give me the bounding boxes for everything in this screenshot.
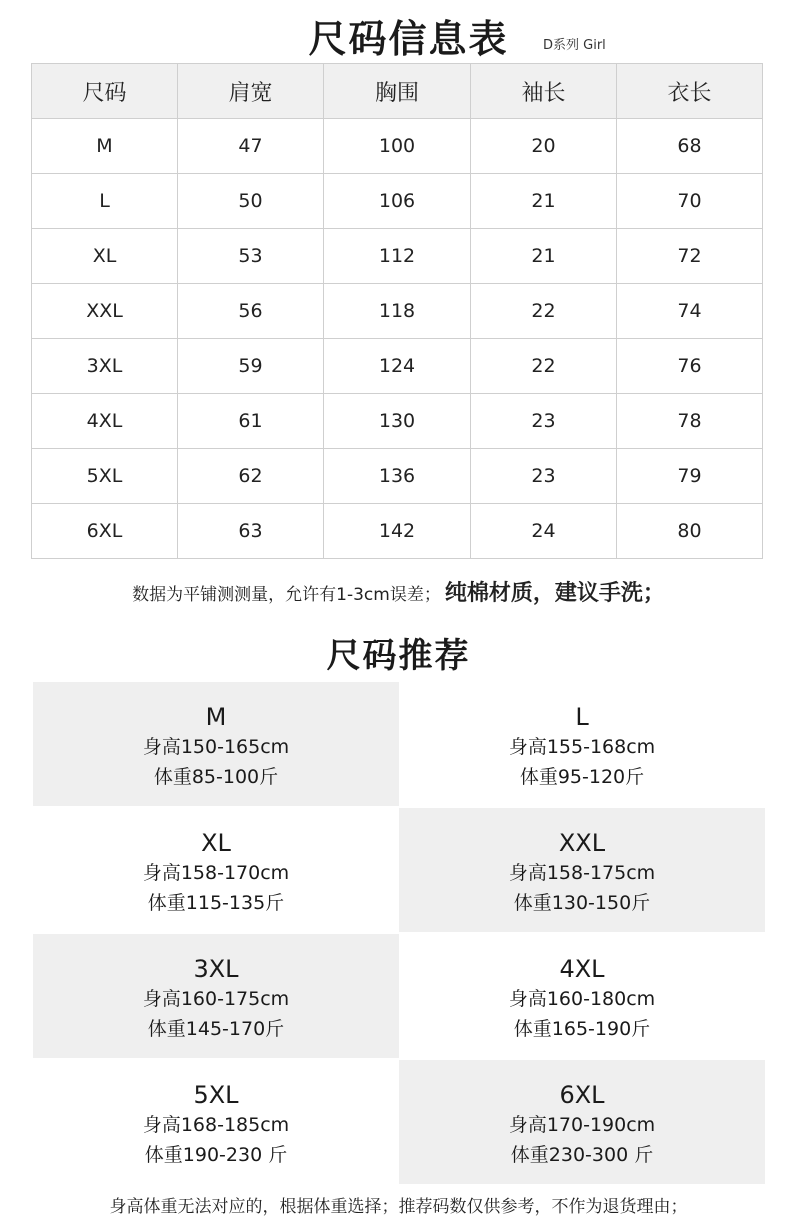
table-cell: 53 [178,229,324,284]
table-cell: 47 [178,119,324,174]
table-cell: 74 [617,284,763,339]
recommend-card-m [33,682,399,806]
recommend-size: 5XL [193,1081,239,1109]
table-cell: 124 [324,339,471,394]
table-cell: 79 [617,449,763,504]
material-note: 纯棉材质，建议手洗； [444,581,665,606]
table-cell: 106 [324,174,471,229]
recommend-weight: 体重190-230 斤 [144,1144,288,1166]
recommend-card-xxl [399,808,765,932]
table-cell: 61 [178,394,324,449]
recommend-height: 身高160-180cm [508,988,656,1010]
recommend-weight: 体重230-300 斤 [510,1144,654,1166]
table-cell: L [32,174,178,229]
recommend-height: 身高158-175cm [508,862,656,884]
table-cell: 50 [178,174,324,229]
recommend-height: 身高155-168cm [508,736,656,758]
table-cell: 142 [324,504,471,559]
table-cell: 130 [324,394,471,449]
recommend-weight: 体重95-120斤 [519,766,645,788]
table-cell: 68 [617,119,763,174]
recommend-weight: 体重165-190斤 [513,1018,651,1040]
recommend-card-l [399,682,765,806]
recommend-card-5xl [33,1060,399,1184]
table-cell: 70 [617,174,763,229]
table-row [32,174,763,229]
table-cell: XL [32,229,178,284]
table-row [32,339,763,394]
table-cell: 136 [324,449,471,504]
table-row [32,504,763,559]
recommend-height: 身高168-185cm [142,1114,290,1136]
recommend-title: 尺码推荐 [326,636,471,676]
recommend-card-3xl [33,934,399,1058]
footer-note: 身高体重无法对应的，根据体重选择；推荐码数仅供参考，不作为退货理由； [109,1197,688,1217]
recommend-height: 身高160-175cm [142,988,290,1010]
table-cell: 22 [471,284,617,339]
table-cell: 20 [471,119,617,174]
recommend-card-xl [33,808,399,932]
table-cell: M [32,119,178,174]
table-cell: 76 [617,339,763,394]
recommend-height: 身高170-190cm [508,1114,656,1136]
recommend-size: XXL [558,829,606,857]
table-cell: 23 [471,449,617,504]
table-header-row [32,64,763,119]
table-cell: 100 [324,119,471,174]
recommend-size: L [575,703,589,731]
recommend-size: XL [201,829,231,857]
recommend-size: M [205,703,227,731]
table-cell: 6XL [32,504,178,559]
table-cell: 118 [324,284,471,339]
table-row [32,119,763,174]
table-cell: 23 [471,394,617,449]
table-row [32,394,763,449]
table-cell: 21 [471,229,617,284]
size-table [31,63,763,559]
table-cell: 62 [178,449,324,504]
table-cell: 72 [617,229,763,284]
table-cell: 3XL [32,339,178,394]
recommend-weight: 体重115-135斤 [147,892,285,914]
table-cell: 80 [617,504,763,559]
table-cell: 112 [324,229,471,284]
table-cell: XXL [32,284,178,339]
recommend-height: 身高158-170cm [142,862,290,884]
recommend-card-4xl [399,934,765,1058]
table-cell: 5XL [32,449,178,504]
column-header-chest: 胸围 [324,64,471,119]
table-cell: 63 [178,504,324,559]
measurement-note [0,576,797,607]
table-cell: 4XL [32,394,178,449]
table-cell: 24 [471,504,617,559]
recommend-size: 4XL [559,955,605,983]
column-header-sleeve: 袖长 [471,64,617,119]
column-header-length: 衣长 [617,64,763,119]
recommend-size: 3XL [193,955,239,983]
column-header-size: 尺码 [32,64,178,119]
page-title: 尺码信息表 [308,17,509,61]
table-cell: 22 [471,339,617,394]
series-label: D系列 Girl [543,38,606,53]
table-cell: 56 [178,284,324,339]
table-row [32,229,763,284]
recommend-weight: 体重130-150斤 [513,892,651,914]
table-row [32,449,763,504]
recommend-weight: 体重145-170斤 [147,1018,285,1040]
recommend-weight: 体重85-100斤 [153,766,279,788]
measurement-note-text: 数据为平铺测测量，允许有1-3cm误差； [132,585,441,605]
table-cell: 59 [178,339,324,394]
table-row [32,284,763,339]
recommend-card-6xl [399,1060,765,1184]
recommend-size: 6XL [559,1081,605,1109]
recommend-height: 身高150-165cm [142,736,290,758]
table-cell: 78 [617,394,763,449]
size-chart-header [0,8,797,63]
table-cell: 21 [471,174,617,229]
column-header-shoulder: 肩宽 [178,64,324,119]
